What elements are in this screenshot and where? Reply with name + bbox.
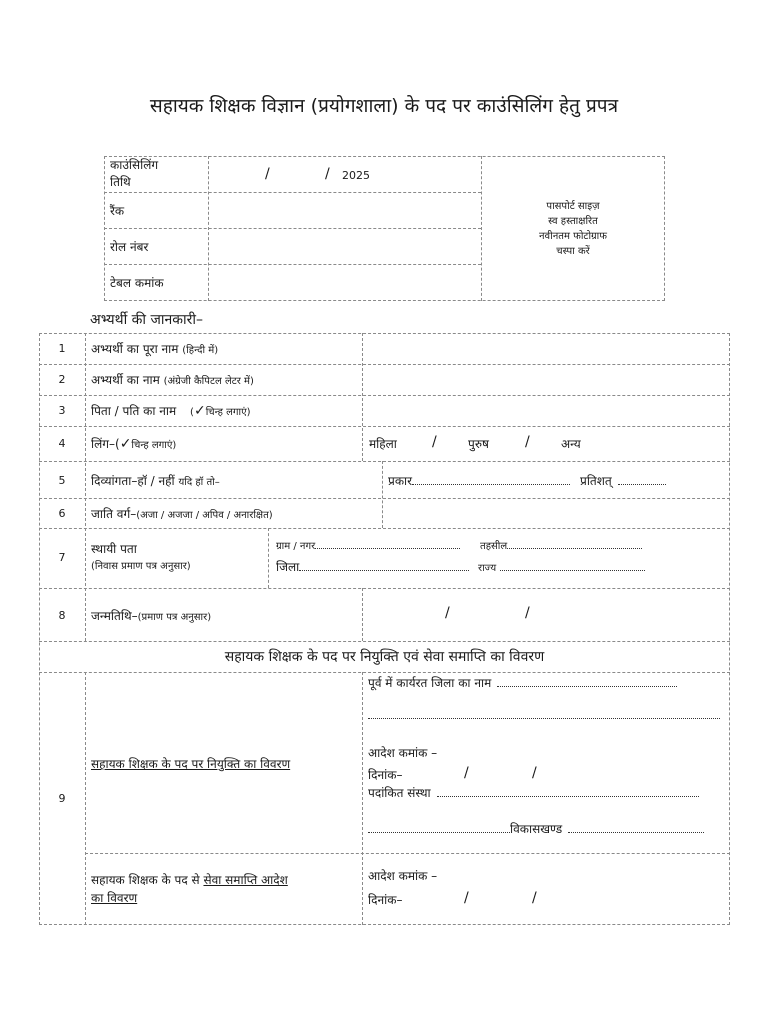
permanent-address-label: स्थायी पता (निवास प्रमाण पत्र अनुसार) [91, 542, 191, 572]
rank-label: रैंक [110, 204, 125, 218]
father-husband-name-label: पिता / पति का नाम (✓चिन्ह लगाएं) [91, 403, 251, 419]
row-number: 6 [58, 507, 66, 520]
row-number: 8 [58, 609, 66, 622]
roll-number-label: रोल नंबर [110, 240, 149, 254]
row-number: 7 [58, 551, 66, 564]
tick-icon: ✓ [193, 403, 206, 419]
village-town-field[interactable]: ग्राम / नगर [276, 537, 460, 552]
disability-percent-field[interactable]: प्रतिशत् [580, 472, 666, 489]
counselling-year: 2025 [342, 169, 370, 182]
name-english-field[interactable] [363, 365, 729, 395]
tehsil-field[interactable]: तहसील [480, 537, 642, 552]
gender-separator: / [525, 434, 530, 450]
termination-date-separator: / [532, 890, 537, 906]
row-number: 4 [58, 437, 66, 450]
date-of-birth-field[interactable] [363, 589, 729, 641]
appointment-section-heading: सहायक शिक्षक के पद पर नियुक्ति एवं सेवा समाप्ति का विवरण [224, 649, 545, 665]
gender-label: लिंग–(✓चिन्ह लगाएं) [91, 436, 177, 452]
termination-date-field[interactable]: दिनांक– [368, 893, 403, 907]
full-name-hindi-label: अभ्यर्थी का पूरा नाम (हिन्दी में) [91, 342, 219, 356]
state-field[interactable]: राज्य [478, 559, 645, 574]
termination-date-separator: / [464, 890, 469, 906]
photo-placeholder[interactable]: पासपोर्ट साइज़ स्व हस्ताक्षरित नवीनतम फोटोग्राफ चस्पा करें [539, 201, 607, 257]
termination-details-label: सहायक शिक्षक के पद से सेवा समाप्ति आदेश का विवरण [91, 873, 288, 905]
gender-separator: / [432, 434, 437, 450]
row-number: 3 [58, 404, 66, 417]
tick-icon: ✓ [119, 436, 132, 452]
row-number: 1 [58, 342, 66, 355]
previous-district-continuation[interactable] [368, 707, 720, 719]
page-title: सहायक शिक्षक विज्ञान (प्रयोगशाला) के पद पर काउंसिलिंग हेतु प्रपत्र [149, 95, 619, 117]
full-name-hindi-field[interactable] [363, 334, 729, 364]
caste-category-field[interactable] [383, 499, 729, 528]
gender-option-male[interactable]: पुरुष [468, 437, 489, 451]
date-separator-2: / [325, 166, 330, 182]
caste-category-label: जाति वर्ग–(अजा / अजजा / अपिव / अनारक्षित) [91, 507, 273, 521]
disability-type-field[interactable]: प्रकार [388, 472, 570, 489]
appointment-details-label: सहायक शिक्षक के पद पर नियुक्ति का विवरण [91, 757, 291, 771]
father-husband-name-field[interactable] [363, 396, 729, 426]
appointment-date-field[interactable]: दिनांक– [368, 768, 403, 782]
appointment-date-separator: / [532, 765, 537, 781]
dob-separator-1: / [445, 605, 450, 621]
appointment-date-separator: / [464, 765, 469, 781]
row-number: 5 [58, 474, 66, 487]
name-english-label: अभ्यर्थी का नाम (अंग्रेजी कैपिटल लेटर में) [91, 373, 254, 387]
appointment-order-number-field[interactable]: आदेश कमांक – [368, 746, 438, 760]
gender-option-female[interactable]: महिला [369, 437, 397, 451]
counselling-date-label: काउंसिलिंग तिथि [110, 158, 159, 189]
date-separator-1: / [265, 166, 270, 182]
candidate-info-heading: अभ्यर्थी की जानकारी– [90, 312, 204, 328]
row-number: 9 [58, 792, 66, 805]
district-field[interactable]: जिला [276, 558, 469, 575]
gender-option-other[interactable]: अन्य [561, 437, 581, 451]
row-number: 2 [58, 373, 66, 386]
termination-order-number-field[interactable]: आदेश कमांक – [368, 869, 438, 883]
dob-separator-2: / [525, 605, 530, 621]
block-field[interactable]: विकासखण्ड [368, 820, 704, 837]
table-number-label: टेबल कमांक [110, 276, 164, 290]
date-of-birth-label: जन्मतिथि–(प्रमाण पत्र अनुसार) [91, 609, 212, 623]
posted-institution-field[interactable]: पदांकित संस्था [368, 784, 699, 801]
previous-district-field[interactable]: पूर्व में कार्यरत जिला का नाम [368, 674, 677, 691]
disability-label: दिव्यांगता–हॉ / नहीं यदि हॉ तो– [91, 474, 220, 488]
